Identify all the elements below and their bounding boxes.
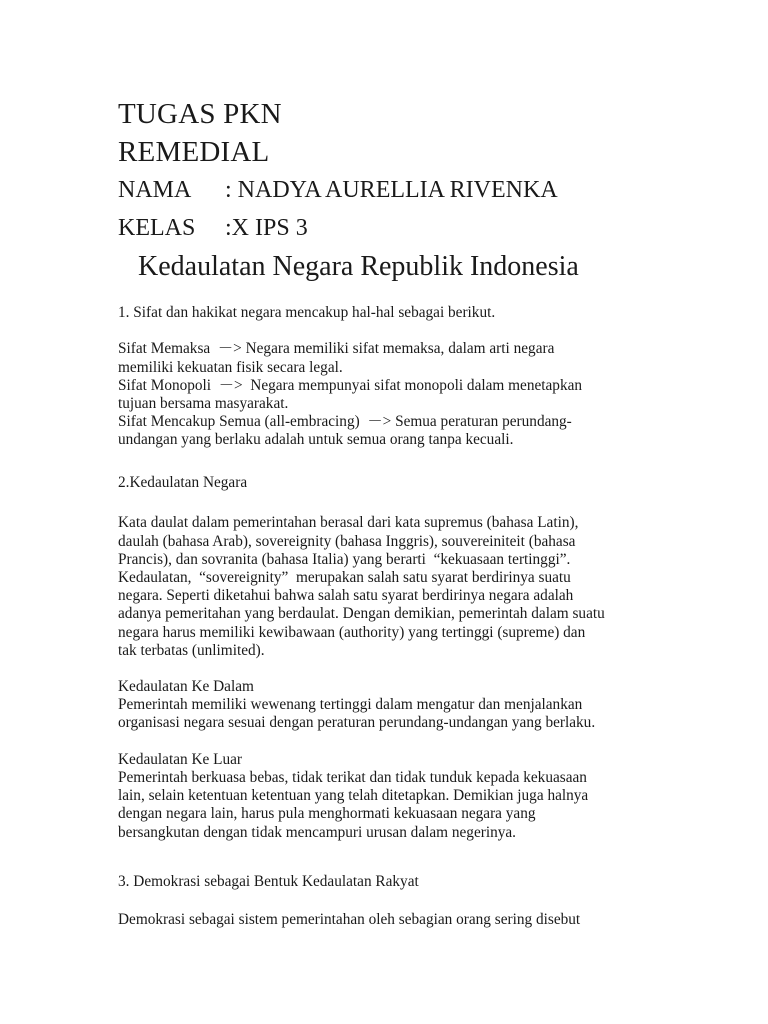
section-2-paragraph-line: tak terbatas (unlimited). bbox=[118, 641, 265, 659]
outer-sovereignty-line: Pemerintah berkuasa bebas, tidak terikat dan tidak tunduk kepada kekuasaan bbox=[118, 769, 587, 786]
inner-sovereignty-line: organisasi negara sesuai dengan peraturan perundang-undangan yang berlaku. bbox=[118, 714, 596, 732]
class-row bbox=[118, 214, 308, 242]
name-value: : NADYA AURELLIA RIVENKA bbox=[225, 177, 558, 203]
outer-sovereignty-line: lain, selain ketentuan ketentuan yang telah ditetapkan. Demikian juga halnya bbox=[118, 787, 589, 805]
document-title-line-1: TUGAS PKN bbox=[118, 98, 282, 130]
blank-line bbox=[118, 891, 663, 909]
section-2-paragraph-line: Prancis), dan sovranita (bahasa Italia) yang berarti “kekuasaan tertinggi”. bbox=[118, 550, 571, 568]
blank-line bbox=[118, 733, 663, 751]
outer-sovereignty-title: Kedaulatan Ke Luar bbox=[118, 750, 243, 768]
blank-line bbox=[118, 322, 663, 340]
section-2-paragraph-line: adanya pemeritahan yang berdaulat. Dengan demikian, pemerintah dalam suatu bbox=[118, 605, 605, 623]
section-2-paragraph-line: negara. Seperti diketahui bahwa salah satu syarat berdirinya negara adalah bbox=[118, 587, 574, 605]
section-2 bbox=[118, 474, 663, 842]
inner-sovereignty-title: Kedaulatan Ke Dalam bbox=[118, 678, 254, 696]
section-1-intro: 1. Sifat dan hakikat negara mencakup hal-hal sebagai berikut. bbox=[118, 304, 496, 321]
section-3-title: 3. Demokrasi sebagai Bentuk Kedaulatan Rakyat bbox=[118, 873, 419, 890]
section-3-line: Demokrasi sebagai sistem pemerintahan oleh sebagian orang sering disebut bbox=[118, 911, 581, 929]
section-1-line: memiliki kekuatan fisik secara legal. bbox=[118, 358, 343, 376]
name-label: NAMA bbox=[118, 177, 192, 203]
document-heading: Kedaulatan Negara Republik Indonesia bbox=[138, 251, 579, 282]
section-1-line: Sifat Monopoli －> Negara mempunyai sifat monopoli dalam menetapkan bbox=[118, 376, 583, 394]
blank-line bbox=[118, 492, 663, 510]
class-value: :X IPS 3 bbox=[225, 215, 308, 241]
document-title-line-2: REMEDIAL bbox=[118, 136, 270, 168]
section-1-line: tujuan bersama masyarakat. bbox=[118, 394, 289, 412]
section-2-title: 2.Kedaulatan Negara bbox=[118, 474, 248, 491]
section-3 bbox=[118, 873, 663, 930]
section-2-paragraph-line: daulah (bahasa Arab), sovereignity (bahasa Inggris), souvereiniteit (bahasa bbox=[118, 532, 576, 550]
outer-sovereignty-line: dengan negara lain, harus pula menghormati kekuasaan negara yang bbox=[118, 805, 536, 823]
section-2-paragraph-line: negara harus memiliki kewibawaan (authority) yang tertinggi (supreme) dan bbox=[118, 623, 586, 641]
outer-sovereignty-line: bersangkutan dengan tidak mencampuri urusan dalam negerinya. bbox=[118, 823, 517, 841]
section-1 bbox=[118, 304, 663, 450]
section-2-paragraph-line: Kedaulatan, “sovereignity” merupakan salah satu syarat berdirinya suatu bbox=[118, 568, 571, 586]
class-label: KELAS bbox=[118, 215, 196, 241]
inner-sovereignty-line: Pemerintah memiliki wewenang tertinggi dalam mengatur dan menjalankan bbox=[118, 696, 583, 714]
name-row bbox=[118, 176, 558, 204]
section-1-line: Sifat Memaksa －> Negara memiliki sifat memaksa, dalam arti negara bbox=[118, 340, 555, 358]
section-1-line: undangan yang berlaku adalah untuk semua orang tanpa kecuali. bbox=[118, 431, 514, 449]
section-2-paragraph-line: Kata daulat dalam pemerintahan berasal dari kata supremus (bahasa Latin), bbox=[118, 514, 579, 532]
blank-line bbox=[118, 660, 663, 678]
section-1-line: Sifat Mencakup Semua (all-embracing) －> Semua peraturan perundang- bbox=[118, 413, 572, 431]
